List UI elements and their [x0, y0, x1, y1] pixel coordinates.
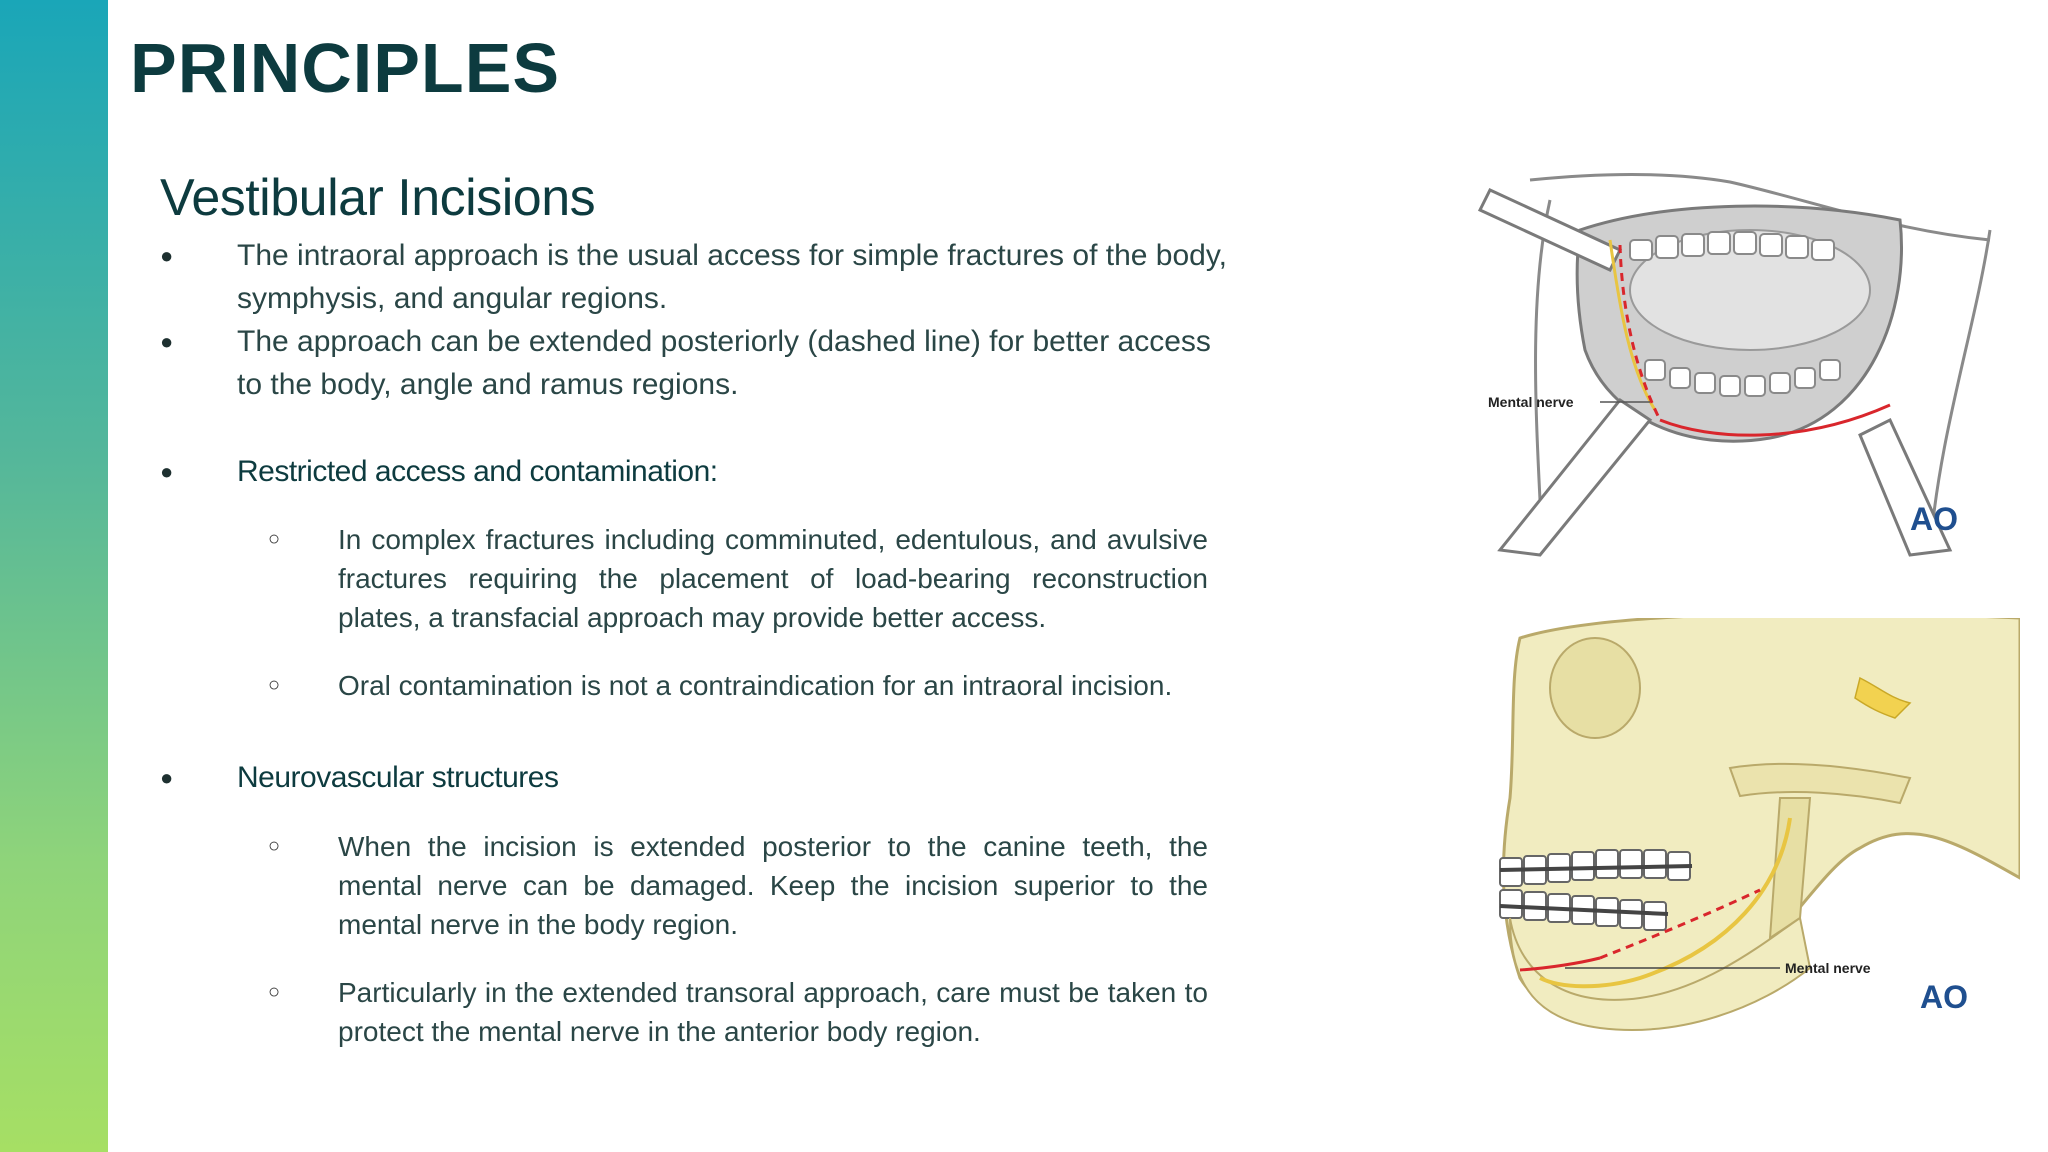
- sub-bullet-text: Oral contamination is not a contraindication for an intraoral incision.: [338, 670, 1173, 701]
- bullet-text: The approach can be extended posteriorly (dashed line) for better access to the body, angle and ramus regions.: [237, 325, 1211, 401]
- page-title: PRINCIPLES: [130, 29, 561, 107]
- mental-nerve-label-top: Mental nerve: [1488, 394, 1574, 410]
- sub-bullet-circle: ○: [268, 674, 281, 696]
- sub-bullet-text: In complex fractures including comminuted, edentulous, and avulsive fractures requiring the placement of load-bearing reconstruction plates, a transfacial approach may provide better access.: [338, 524, 1208, 633]
- sub-bullet-circle: ○: [268, 981, 281, 1003]
- bullet-text: The intraoral approach is the usual access for simple fractures of the body, symphysis, and angular regions.: [237, 239, 1227, 315]
- ao-logo-top: AO: [1910, 501, 1958, 537]
- ao-logo-bottom: AO: [1920, 979, 1968, 1015]
- bullet-dot: ●: [160, 329, 174, 354]
- sub-bullet-text: Particularly in the extended transoral approach, care must be taken to protect the mental nerve in the anterior body region.: [338, 977, 1208, 1047]
- sub-bullet-text: When the incision is extended posterior to the canine teeth, the mental nerve can be damaged. Keep the incision superior to the mental nerve in the body region.: [338, 831, 1208, 940]
- intraoral-approach-illustration: [1470, 170, 2000, 560]
- skull-lateral-illustration: [1480, 618, 2020, 1038]
- bullet-dot: ●: [160, 765, 174, 790]
- side-accent-bar: [0, 0, 108, 1152]
- bullet-heading-text: Neurovascular structures: [237, 761, 559, 794]
- sub-bullet-circle: ○: [268, 528, 281, 550]
- bullet-dot: ●: [160, 243, 174, 268]
- bullet-heading-text: Restricted access and contamination:: [237, 455, 718, 488]
- sub-bullet-circle: ○: [268, 835, 281, 857]
- mental-nerve-label-bottom: Mental nerve: [1785, 960, 1871, 976]
- section-title: Vestibular Incisions: [160, 169, 596, 227]
- bullet-dot: ●: [160, 459, 174, 484]
